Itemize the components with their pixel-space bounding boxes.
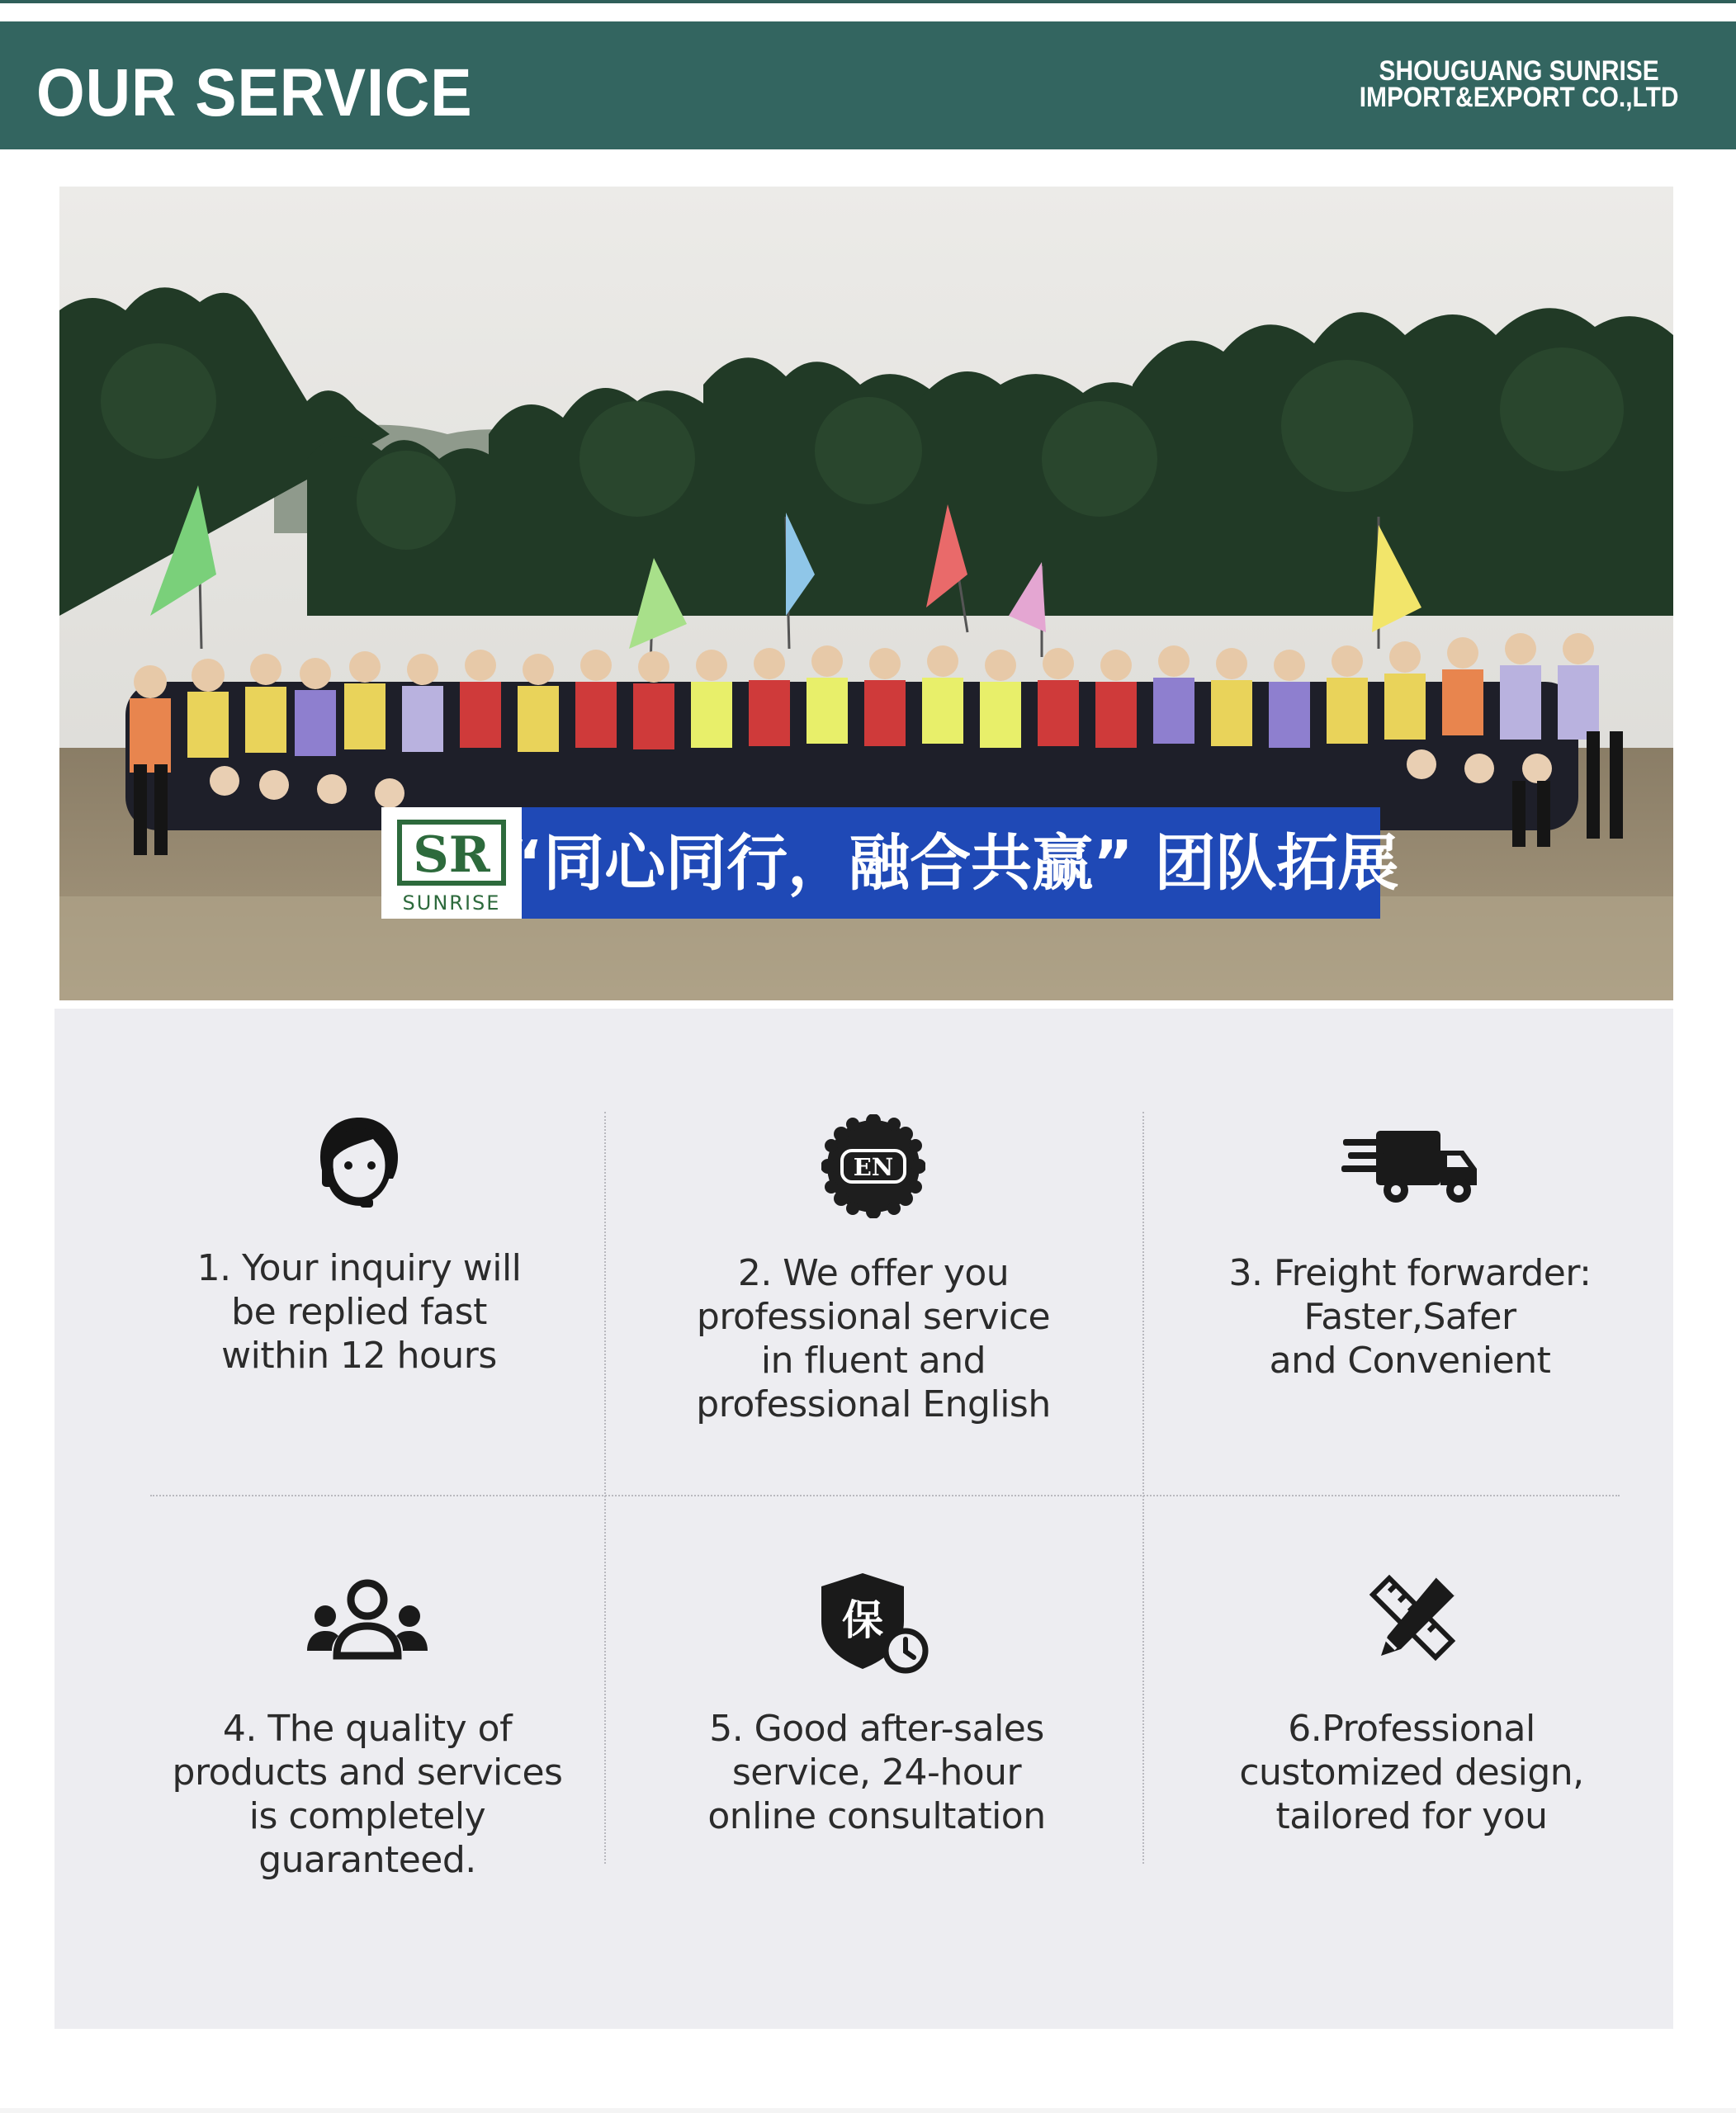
warranty-shield-character: 保	[842, 1596, 883, 1644]
page-header	[0, 21, 1736, 149]
design-pencil-ruler-icon	[1360, 1570, 1464, 1674]
top-accent-rule	[0, 0, 1736, 3]
service-text-5: 5. Good after-sales service, 24-hour online consultation	[707, 1708, 1046, 1837]
warranty-shield-clock-icon	[815, 1570, 939, 1674]
team-group-icon	[305, 1570, 429, 1674]
divider-vertical-1	[604, 1112, 606, 1864]
banner-logo-mark: SR	[413, 826, 490, 884]
sunrise-logo-mark	[400, 822, 504, 915]
service-item-5	[646, 1570, 1108, 1838]
banner-logo-text: SUNRISE	[402, 891, 501, 915]
service-text-1: 1. Your inquiry will be replied fast within 12 hours	[196, 1247, 522, 1377]
service-text-4: 4. The quality of products and services is completely guaranteed.	[172, 1708, 563, 1881]
team-photo	[59, 187, 1673, 1000]
divider-vertical-2	[1142, 1112, 1144, 1864]
service-text-6: 6.Professional customized design, tailored for you	[1239, 1708, 1584, 1837]
service-item-2	[642, 1114, 1105, 1426]
page-title: OUR SERVICE	[36, 55, 473, 130]
service-item-1	[128, 1114, 590, 1378]
english-badge-icon	[821, 1114, 925, 1218]
divider-horizontal	[150, 1495, 1620, 1496]
company-name	[1359, 55, 1678, 113]
service-item-4	[136, 1570, 598, 1882]
team-photo-illustration	[59, 187, 1673, 1000]
english-badge-text: EN	[853, 1153, 894, 1181]
bottom-rule	[0, 2108, 1736, 2113]
company-name-line-1: SHOUGUANG SUNRISE	[1379, 55, 1659, 87]
services-panel	[54, 1009, 1673, 2029]
banner-slogan: “同心同行，融合共赢” 团队拓展	[503, 828, 1399, 899]
customer-service-agent-icon	[314, 1114, 404, 1213]
delivery-truck-icon	[1340, 1114, 1480, 1218]
service-item-6	[1180, 1570, 1643, 1838]
service-text-3: 3. Freight forwarder: Faster,Safer and Convenient	[1228, 1252, 1592, 1382]
company-name-line-2: IMPORT&EXPORT CO.,LTD	[1359, 82, 1678, 113]
service-text-2: 2. We offer you professional service in fluent and professional English	[696, 1252, 1051, 1425]
service-item-3	[1179, 1114, 1641, 1383]
